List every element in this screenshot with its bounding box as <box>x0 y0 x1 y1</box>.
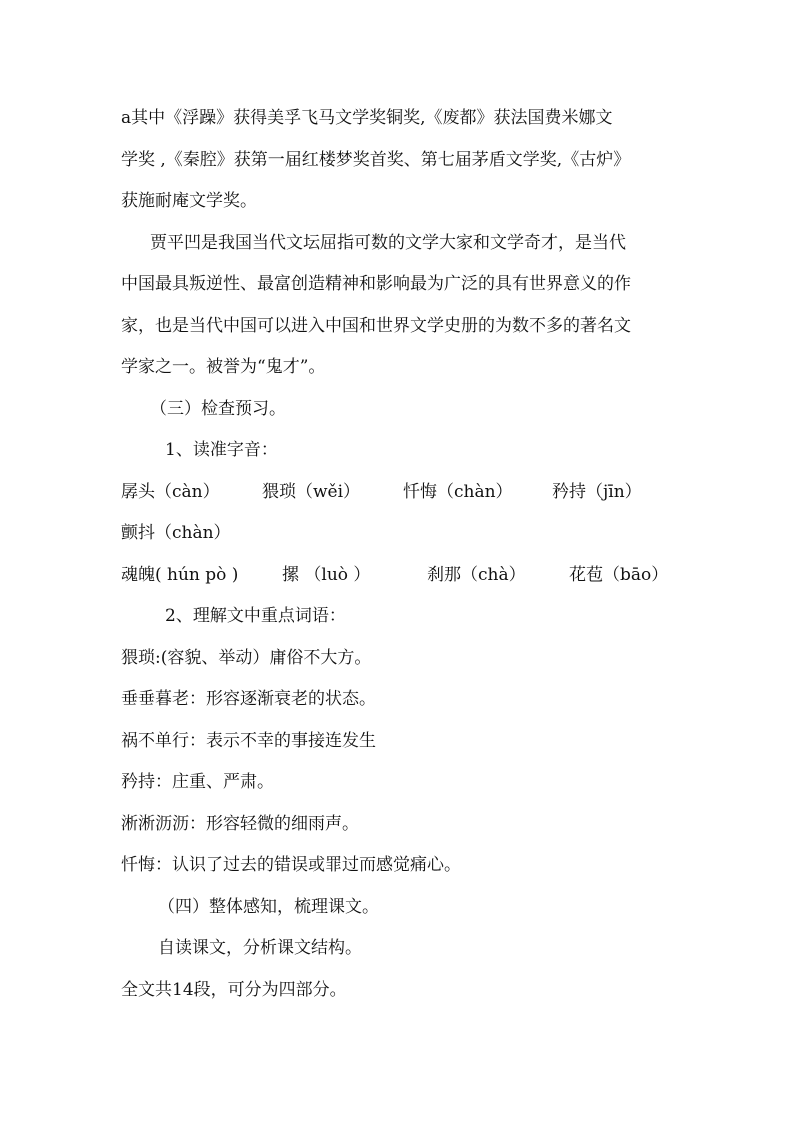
intro-line-3: 家，也是当代中国可以进入中国和世界文学史册的为数不多的著名文 <box>121 316 631 336</box>
intro-line-4: 学家之一。被誉为“鬼才”。 <box>121 357 326 377</box>
section4-instruction: 自读课文，分析课文结构。 <box>158 938 362 958</box>
pronunciation-row-2 <box>121 523 681 545</box>
intro-line-1: 贾平凹是我国当代文坛屈指可数的文学大家和文学奇才，是当代 <box>150 233 626 253</box>
definition-item: 淅淅沥沥：形容轻微的细雨声。 <box>121 814 359 834</box>
pronunciation-item: 颤抖（chàn） <box>121 523 231 543</box>
pronunciation-item: 忏悔（chàn） <box>403 482 513 502</box>
pronunciation-item: 花苞（bāo） <box>569 565 669 585</box>
pronunciation-row-1 <box>121 482 681 504</box>
definition-item: 猥琐:(容貌、举动）庸俗不大方。 <box>121 648 372 668</box>
pronunciation-item: 刹那（chà） <box>427 565 526 585</box>
section4-summary: 全文共14段，可分为四部分。 <box>121 980 347 1000</box>
section3-sub1: 1、读准字音： <box>165 440 278 460</box>
pronunciation-item: 矜持（jīn） <box>552 482 642 502</box>
awards-line-1: a其中《浮躁》获得美孚飞马文学奖铜奖,《废都》获法国费米娜文 <box>121 108 613 128</box>
section3-heading: （三）检查预习。 <box>150 399 286 419</box>
definition-item: 矜持：庄重、严肃。 <box>121 772 274 792</box>
section4-heading: （四）整体感知，梳理课文。 <box>158 897 379 917</box>
pronunciation-item: 魂魄( hún pò ) <box>121 565 239 585</box>
pronunciation-item: 摞 （luò ） <box>282 565 371 585</box>
awards-line-2: 学奖 ,《秦腔》获第一届红楼梦奖首奖、第七届茅盾文学奖,《古炉》 <box>121 150 631 170</box>
definition-item: 祸不单行：表示不幸的事接连发生 <box>121 731 376 751</box>
awards-line-3: 获施耐庵文学奖。 <box>121 191 257 211</box>
pronunciation-item: 猥琐（wěi） <box>262 482 361 502</box>
section3-sub2: 2、理解文中重点词语： <box>165 606 346 626</box>
definition-item: 忏悔：认识了过去的错误或罪过而感觉痛心。 <box>121 855 461 875</box>
pronunciation-row-3 <box>121 565 681 587</box>
pronunciation-item: 孱头（càn） <box>121 482 220 502</box>
definition-item: 垂垂暮老：形容逐渐衰老的状态。 <box>121 689 376 709</box>
intro-line-2: 中国最具叛逆性、最富创造精神和影响最为广泛的具有世界意义的作 <box>121 274 631 294</box>
